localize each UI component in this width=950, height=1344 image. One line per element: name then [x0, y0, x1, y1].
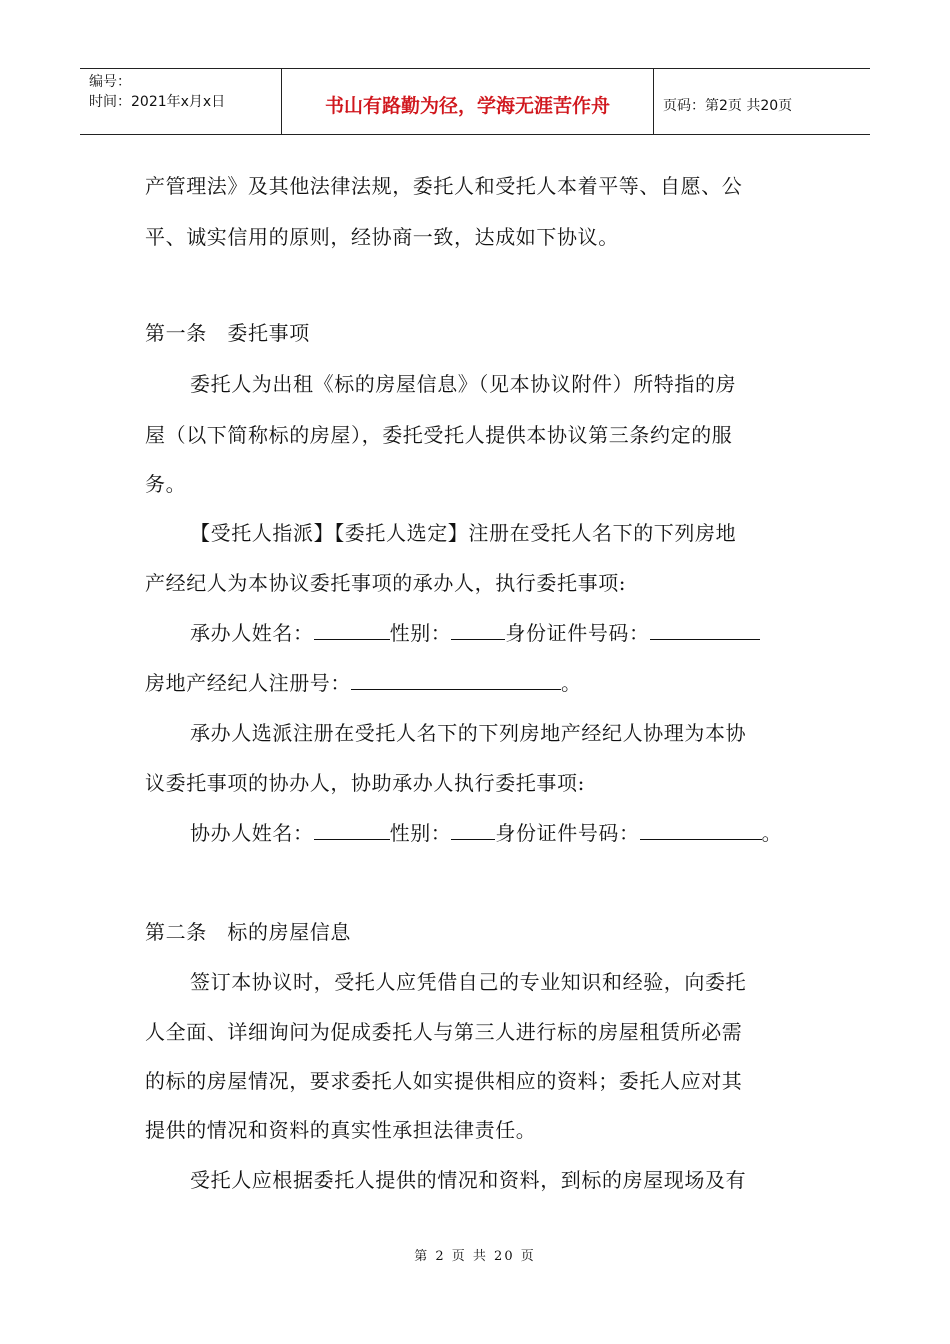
paragraph-line: 委托人为出租《标的房屋信息》（见本协议附件）所特指的房 [190, 372, 737, 396]
handler-id-label: 身份证件号码： [505, 621, 650, 645]
paragraph-line: 平、诚实信用的原则，经协商一致，达成如下协议。 [145, 225, 619, 249]
header-motto: 书山有路勤为径，学海无涯苦作舟 [282, 69, 654, 134]
registration-blank[interactable] [351, 669, 561, 690]
assistant-name-blank[interactable] [314, 819, 390, 840]
paragraph-line: 的标的房屋情况，要求委托人如实提供相应的资料；委托人应对其 [145, 1069, 743, 1093]
handler-fields [190, 618, 760, 648]
assistant-id-blank[interactable] [640, 819, 762, 840]
document-header [80, 68, 870, 135]
paragraph-line: 人全面、详细询问为促成委托人与第三人进行标的房屋租赁所必需 [145, 1020, 743, 1044]
time-label: 时间：2021年x月x日 [89, 94, 226, 110]
page-footer: 第 2 页 共 20 页 [414, 1249, 536, 1264]
paragraph-line: 承办人选派注册在受托人名下的下列房地产经纪人协理为本协 [190, 721, 747, 745]
paragraph-line: 受托人应根据委托人提供的情况和资料，到标的房屋现场及有 [190, 1168, 747, 1192]
paragraph-line: 产管理法》及其他法律法规，委托人和受托人本着平等、自愿、公 [145, 174, 743, 198]
assistant-fields [190, 818, 782, 848]
article-1-title: 第一条 委托事项 [145, 321, 310, 345]
assistant-name-label: 协办人姓名： [190, 821, 314, 845]
assistant-gender-blank[interactable] [451, 819, 495, 840]
assistant-id-label: 身份证件号码： [495, 821, 640, 845]
handler-id-blank[interactable] [650, 619, 760, 640]
paragraph-line: 【受托人指派】【委托人选定】注册在受托人名下的下列房地 [190, 521, 737, 545]
handler-gender-label: 性别： [389, 621, 452, 645]
assistant-gender-label: 性别： [389, 821, 452, 845]
paragraph-line: 签订本协议时，受托人应凭借自己的专业知识和经验，向委托 [190, 970, 747, 994]
paragraph-line: 提供的情况和资料的真实性承担法律责任。 [145, 1118, 537, 1142]
handler-name-label: 承办人姓名： [190, 621, 314, 645]
article-2-title: 第二条 标的房屋信息 [145, 920, 351, 944]
header-page-label: 页码：第2页 共20页 [663, 97, 793, 114]
period: 。 [761, 821, 783, 845]
paragraph-line: 议委托事项的协办人，协助承办人执行委托事项: [145, 771, 585, 795]
period: 。 [561, 671, 582, 695]
registration-label: 房地产经纪人注册号： [145, 671, 351, 695]
registration-field [145, 668, 582, 698]
number-label: 编号： [89, 74, 131, 90]
handler-gender-blank[interactable] [451, 619, 505, 640]
paragraph-line: 务。 [145, 472, 187, 496]
handler-name-blank[interactable] [314, 619, 390, 640]
paragraph-line: 产经纪人为本协议委托事项的承办人，执行委托事项: [145, 571, 627, 595]
paragraph-line: 屋（以下简称标的房屋），委托受托人提供本协议第三条约定的服 [145, 423, 733, 447]
header-meta [80, 69, 282, 134]
